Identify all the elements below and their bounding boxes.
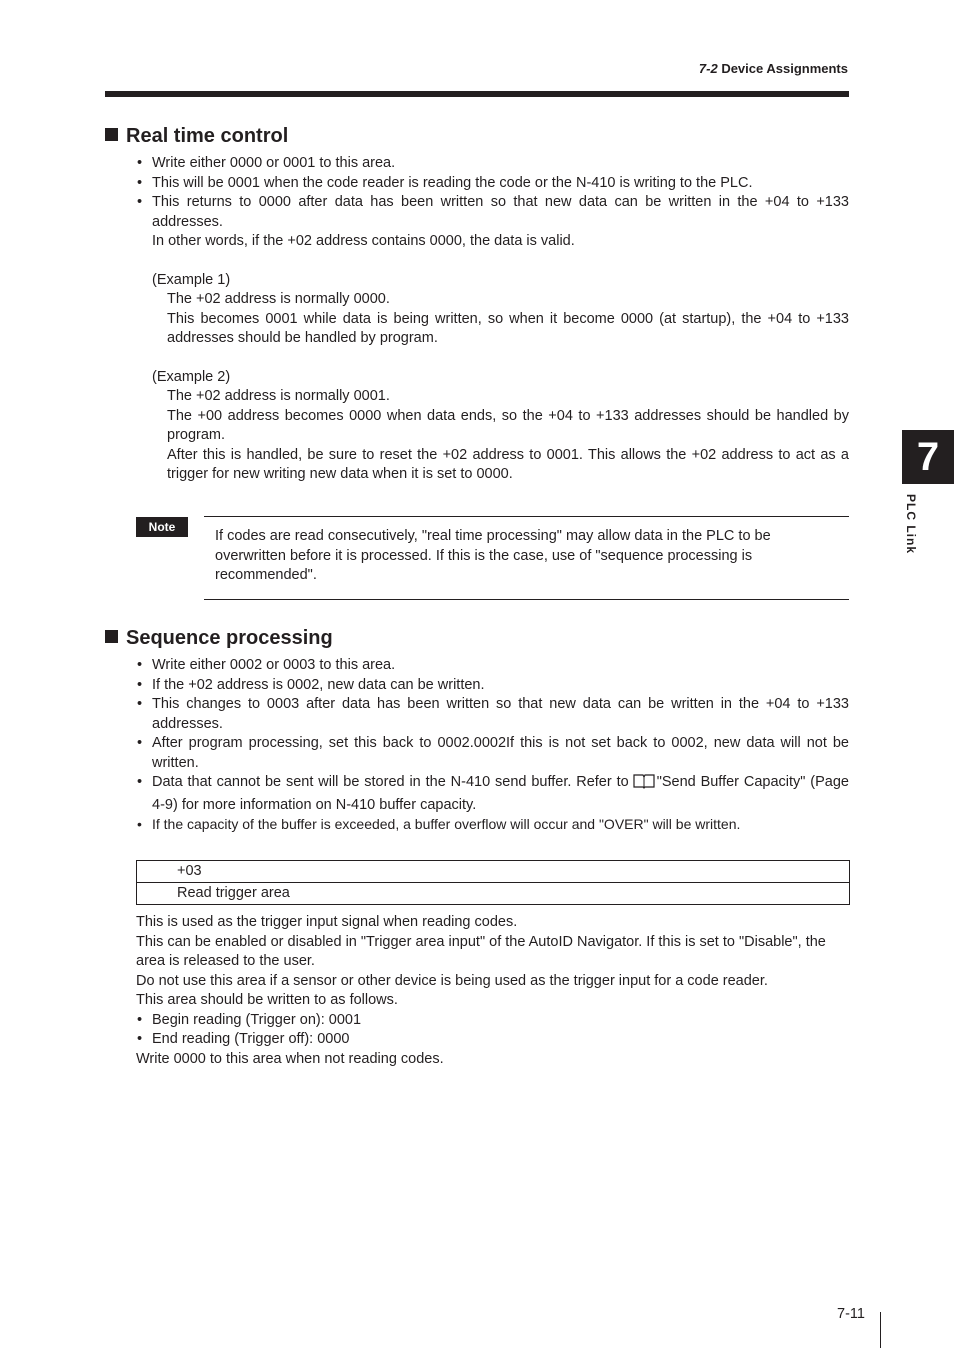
list-item: • After program processing, set this back to 0002.0002If this is not set back to 0002, new data will not be written. [136, 734, 849, 773]
area-name-cell: Read trigger area [137, 882, 849, 904]
list-item: • If the capacity of the buffer is exceeded, a buffer overflow will occur and "OVER" will be written. [136, 815, 849, 835]
list-item: • End reading (Trigger off): 0000 [136, 1030, 849, 1050]
list-item: • Begin reading (Trigger on): 0001 [136, 1011, 849, 1031]
example1-label: (Example 1) [152, 272, 231, 288]
example1-body [167, 290, 849, 349]
list-item: • Write either 0002 or 0003 to this area. [136, 656, 849, 676]
sequence-section-title [105, 627, 333, 650]
sequence-bullet-list [136, 656, 849, 835]
list-item [136, 773, 849, 815]
list-item: • If the +02 address is 0002, new data can be written. [136, 676, 849, 696]
header-section-number: 7-2 [698, 61, 718, 76]
example1-line: The +02 address is normally 0000. [167, 291, 390, 307]
page-number: 7-11 [837, 1306, 865, 1322]
address-table [136, 860, 850, 905]
sequence-title-text: Sequence processing [126, 627, 333, 649]
list-item: • Write either 0000 or 0001 to this area. [136, 154, 849, 174]
chapter-tab: 7 [902, 430, 954, 484]
square-bullet-icon [105, 128, 118, 141]
note-box [204, 516, 849, 600]
list-item: • This will be 0001 when the code reader is reading the code or the N-410 is writing to the PLC. [136, 174, 849, 194]
address-cell: +03 [177, 863, 202, 879]
list-item: • This changes to 0003 after data has been written so that new data can be written in the +04 to +133 addresses. [136, 695, 849, 734]
real-time-continuation: In other words, if the +02 address contains 0000, the data is valid. [152, 233, 575, 249]
header-rule [105, 91, 849, 97]
description-closing: Write 0000 to this area when not reading codes. [136, 1050, 444, 1067]
example2-line: After this is handled, be sure to reset the +02 address to 0001. This allows the +02 address to act as a trigger for new writing new data when it is set to 0000. [167, 446, 849, 482]
example2-line: The +02 address is normally 0001. [167, 388, 390, 404]
running-header [699, 61, 848, 76]
example2-body [167, 387, 849, 485]
description-line: This area should be written to as follows. [136, 992, 398, 1008]
real-time-bullet-list [136, 154, 849, 232]
note-badge: Note [136, 517, 188, 537]
description-line: Do not use this area if a sensor or other device is being used as the trigger input for a code reader. [136, 972, 768, 989]
description-line: This can be enabled or disabled in "Trigger area input" of the AutoID Navigator. If this is set to "Disable", the area is released to the user. [136, 933, 826, 969]
square-bullet-icon [105, 630, 118, 643]
trigger-description [136, 913, 849, 1069]
book-reference-icon [633, 773, 655, 796]
list-item: • This returns to 0000 after data has been written so that new data can be written in the +04 to +133 addresses. [136, 193, 849, 232]
description-line: This is used as the trigger input signal when reading codes. [136, 914, 518, 930]
bullet-text-before-ref: Data that cannot be sent will be stored in the N-410 send buffer. Refer to [152, 774, 629, 790]
note-text: If codes are read consecutively, "real time processing" may allow data in the PLC to be overwritten before it is processed. If this is the case, use of "sequence processing is recommended". [215, 528, 771, 583]
header-section-title: Device Assignments [721, 61, 848, 76]
example1-line: This becomes 0001 while data is being written, so when it become 0000 (at startup), the +04 to +133 addresses should be handled by program. [167, 310, 849, 346]
real-time-title-text: Real time control [126, 125, 289, 147]
chapter-side-label: PLC Link [904, 494, 918, 555]
example2-label: (Example 2) [152, 369, 231, 385]
send-buffer-capacity-link[interactable]: "Send Buffer Capacity" (Page 4-9) for more information on N-410 buffer capacity. [152, 774, 850, 813]
example2-line: The +00 address becomes 0000 when data ends, so the +04 to +133 addresses should be handled by program. [167, 407, 849, 443]
page-rule [880, 1312, 881, 1348]
real-time-section-title [105, 125, 288, 148]
